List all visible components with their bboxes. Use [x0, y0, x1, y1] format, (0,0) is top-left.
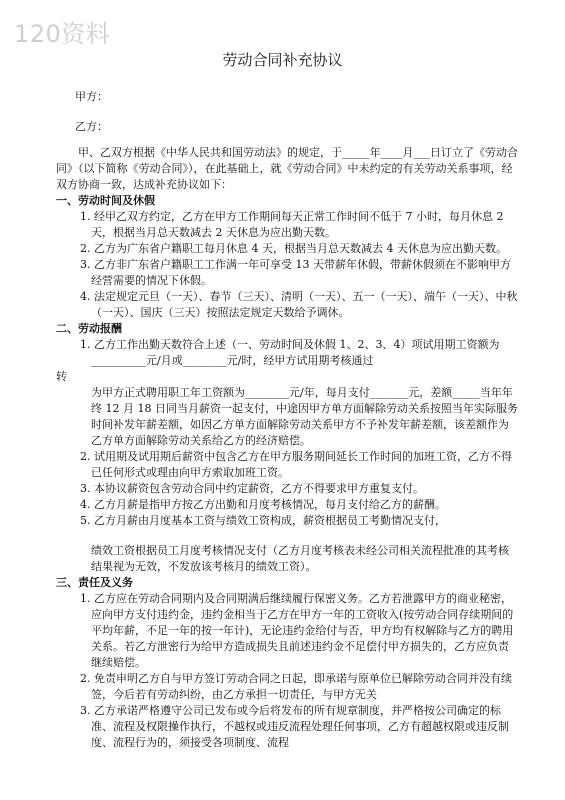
- document-body: [56, 145, 518, 751]
- list-item: 4. 乙方月薪是指甲方按乙方出勤和月度考核情况，每月支付给乙方的薪酬。: [80, 498, 446, 511]
- list-item: 2. 乙方为广东省户籍职工每月休息 4 天，根据当月总天数减去 4 天休息为应出勤天数。: [80, 242, 507, 255]
- list-item: 1. 经甲乙双方约定，乙方在甲方工作期间每天正常工作时间不低于 7 小时，每月休息 2 天，根据当月总天数减去 2 天休息为应出勤天数。: [80, 210, 504, 239]
- intro-paragraph: 甲、乙双方根据《中华人民共和国劳动法》的规定，于_____年____月___日订立了《劳动合同》（以下简称《劳动合同》），在此基础上，就《劳动合同》中未约定的有关劳动关系事项，经双方协商一致，达成补充协议如下：: [56, 146, 518, 191]
- paragraph: 为甲方正式聘用职工年工资额为________元/年，每月支付_______元，差额_____当年年终 12 月 18 日同当月薪资一起支付，中途因甲方单方面解除劳动关系按照当年实际服务时间补发年薪差额，如因乙方单方面解除劳动关系甲方不予补发年薪差额，该差额作为乙方单方面解除劳动关系给乙方的经济赔偿。: [91, 386, 518, 447]
- list-item: 1. 乙方工作出勤天数符合上述（一、劳动时间及休假 1、2、3、4）项试用期工资额为__________元/月或________元/时，经甲方试用期考核通过: [80, 338, 500, 367]
- line-break-word: 转: [56, 370, 67, 383]
- list-item: 1. 乙方应在劳动合同期内及合同期满后继续履行保密义务。乙方若泄露甲方的商业秘密，应向甲方支付违约金，违约金相当于乙方在甲方一年的工资收入(按劳动合同存续期间的平均年薪，不足一年的按一年计)，无论违约金给付与否，甲方均有权解除与乙方的聘用关系。若乙方泄密行为给甲方造成损失且前述违约金不足偿付甲方损失的，乙方应负责继续赔偿。: [80, 592, 514, 669]
- list-item: 5. 乙方月薪由月度基本工资与绩效工资构成，薪资根据员工考勤情况支付，: [80, 514, 446, 527]
- list-item: 3. 乙方非广东省户籍职工工作满一年可享受 13 天带薪年休假，带薪休假须在不影响甲方经营需要的情况下休假。: [80, 258, 511, 287]
- list-item: 3. 本协议薪资包含劳动合同中约定薪资，乙方不得要求甲方重复支付。: [80, 482, 424, 495]
- section-heading-work-time: 一、劳动时间及休假: [56, 194, 155, 207]
- party-a-label: 甲方：: [75, 90, 108, 103]
- document-title: 劳动合同补充协议: [222, 51, 343, 69]
- party-b-label: 乙方：: [75, 120, 108, 133]
- list-item: 4. 法定规定元旦（一天）、春节（三天）、清明（一天）、五一（一天）、端午（一天）、中秋（一天）、国庆（三天）按照法定规定天数给予调休。: [80, 290, 518, 319]
- list-item: 2. 试用期及试用期后薪资中包含乙方在甲方服务期间延长工作时间的加班工资，乙方不得已任何形式或理由向甲方索取加班工资。: [80, 450, 512, 479]
- section-heading-pay: 二、劳动报酬: [56, 322, 122, 335]
- paragraph: 绩效工资根据员工月度考核情况支付（乙方月度考核表未经公司相关流程批准的其考核结果视为无效，不发放该考核月的绩效工资）。: [91, 544, 509, 573]
- list-item: 2. 免责申明乙方自与甲方签订劳动合同之日起，即承诺与原单位已解除劳动合同并没有续签，今后若有劳动纠纷，由乙方承担一切责任，与甲方无关: [80, 672, 512, 701]
- section-heading-duties: 三、责任及义务: [56, 576, 133, 589]
- watermark: 120资料: [14, 20, 111, 48]
- list-item: 3. 乙方承诺严格遵守公司已发布或今后将发布的所有规章制度，并严格按公司确定的标准、流程及权限操作执行，不越权或违反流程处理任何事项，乙方有超越权限或违反制度、流程行为的，须接受各项制度、流程: [80, 704, 509, 749]
